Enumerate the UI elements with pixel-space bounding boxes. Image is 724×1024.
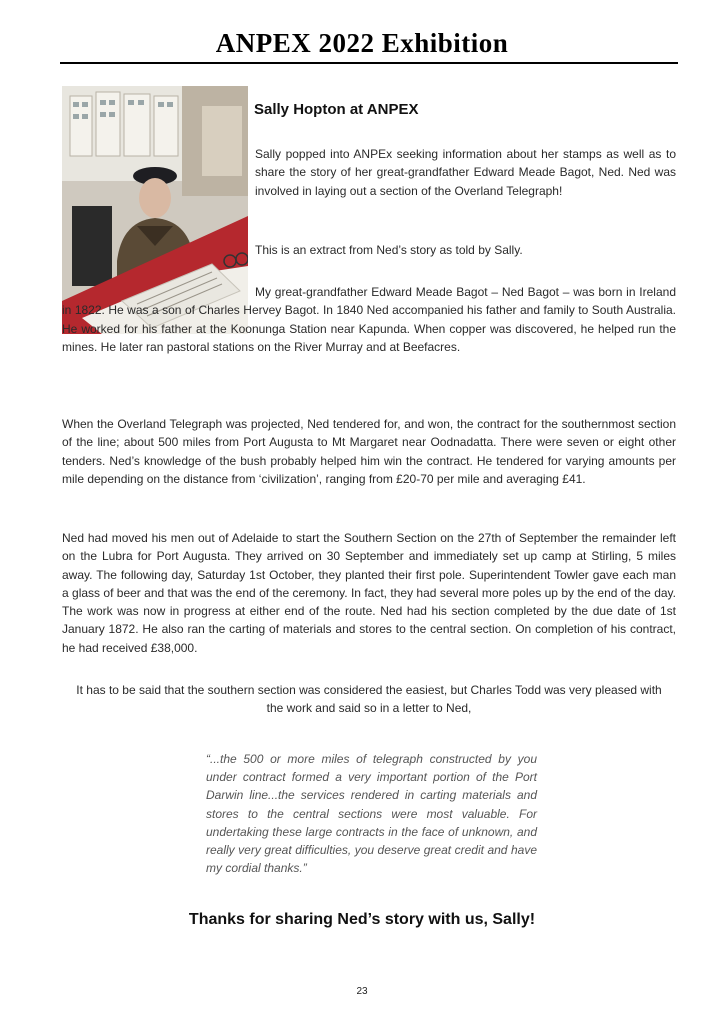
article-heading: Sally Hopton at ANPEX [254,101,419,118]
todd-letter-quote: “...the 500 or more miles of telegraph constructed by you under contract formed a very important portion of the Port Darwin line...the services rendered in carting materials and stores to the central sections were most valuable. For undertaking these large contracts in the face of unknown, and really very great difficulties, you deserve great credit and have my cordial thanks.” [206,752,537,876]
extract-note: This is an extract from Ned’s story as told by Sally. [255,243,523,257]
closing-thanks: Thanks for sharing Ned’s story with us, Sally! [188,911,536,928]
story-paragraph-4: It has to be said that the southern section was considered the easiest, but Charles Todd was very pleased with the work and said so in a letter to Ned, [76,683,662,716]
story-paragraph-2: When the Overland Telegraph was projected, Ned tendered for, and won, the contract for the southernmost section of the line; about 500 miles from Port Augusta to Mt Margaret near Oodnadatta. There were seven or eight other tenders. Ned’s knowledge of the bush probably helped him win the contract. He tendered for varying amounts per mile depending on the distance from ‘civilization’, ranging from £20-70 per mile and averaging £41. [62,417,676,486]
title-divider [60,62,678,64]
story-paragraph-3: Ned had moved his men out of Adelaide to start the Southern Section on the 27th of September the remainder left on the Lubra for Port Augusta. They arrived on 30 September and immediately set up camp at Stirling, 5 miles away. The following day, Saturday 1st October, they planted their first pole. Superintendent Towler gave each man a glass of beer and that was the end of the ceremony. In fact, they had several more poles up by the end of the day. The work was now in progress at either end of the route. Ned had his section completed by the due date of 1st January 1872. He also ran the carting of materials and stores to the central section. On completion of his contract, he had received £38,000. [62,531,676,655]
story-paragraph-1: My great-grandfather Edward Meade Bagot – Ned Bagot – was born in Ireland in 1822. He was a son of Charles Hervey Bagot. In 1840 Ned accompanied his father and family to South Australia. He worked for his father at the Koonunga Station near Kapunda. When copper was discovered, he helped run the mines. He later ran pastoral stations on the River Murray and at Beefacres. [62,285,676,354]
page-title: ANPEX 2022 Exhibition [215,28,509,58]
page-number: 23 [356,986,368,997]
intro-paragraph: Sally popped into ANPEx seeking information about her stamps as well as to share the story of her great-grandfather Edward Meade Bagot, Ned. Ned was involved in laying out a section of the Overland Telegraph! [255,147,676,198]
